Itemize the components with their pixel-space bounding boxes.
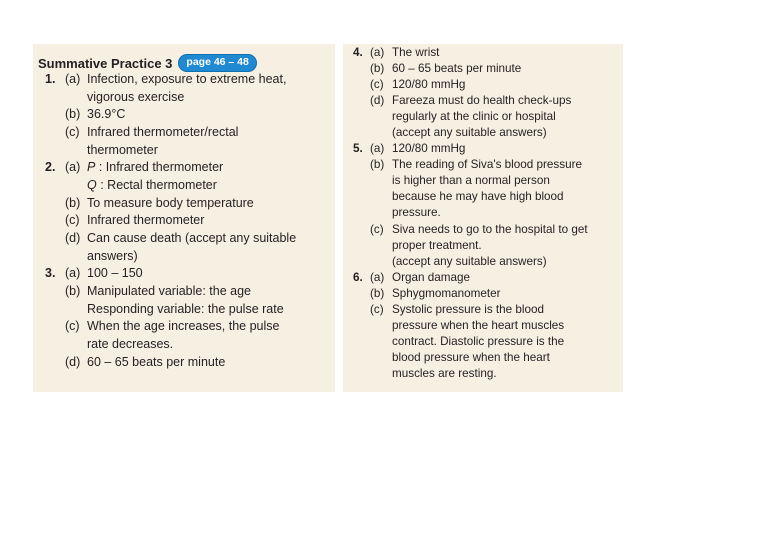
answer-text: muscles are resting. [392,367,497,380]
answer-text: 60 – 65 beats per minute [392,62,522,75]
part-label: (c) [65,319,80,333]
part-label: (b) [370,287,385,300]
part-label: (b) [370,62,385,75]
answer-text: blood pressure when the heart [392,351,550,364]
answer-text: Manipulated variable: the age [87,284,252,298]
answer-text: The wrist [392,46,440,59]
answer-text: To measure body temperature [87,196,254,210]
part-label: (d) [65,355,81,369]
answer-text: proper treatment. [392,239,482,252]
answer-text: Infrared thermometer [87,213,205,227]
answer-text: Systolic pressure is the blood [392,303,545,316]
part-label: (a) [65,72,81,86]
part-label: (a) [370,271,385,284]
section-heading [38,54,257,72]
part-label: (a) [65,266,81,280]
answer-text: 100 – 150 [87,266,143,280]
answer-text: Infection, exposure to extreme heat, [87,72,287,86]
answer-text [87,177,217,195]
answer-text: answers) [87,249,138,263]
question-number-3: 3. [45,266,56,280]
answer-text: vigorous exercise [87,90,185,104]
question-number-2: 2. [45,160,56,174]
answer-text: Responding variable: the pulse rate [87,302,284,316]
answer-text: Organ damage [392,271,470,284]
answer-text: Sphygmomanometer [392,287,501,300]
question-number-1: 1. [45,72,56,86]
part-label: (a) [370,142,385,155]
part-label: (c) [370,78,384,91]
part-label: (d) [370,94,385,107]
question-number-6: 6. [353,271,363,284]
part-label: (c) [65,125,80,139]
answer-text: When the age increases, the pulse [87,319,280,333]
answer-text [87,159,223,177]
section-title: Summative Practice 3 [38,55,173,71]
answer-panel-left [33,44,335,392]
part-label: (b) [65,107,81,121]
answer-text: (accept any suitable answers) [392,126,547,139]
part-label: (a) [370,46,385,59]
label-q: Q [87,178,97,192]
part-label: (d) [65,231,81,245]
part-label: (b) [65,196,81,210]
label-p-text: : Infrared thermometer [98,160,224,174]
answer-text: Fareeza must do health check-ups [392,94,572,107]
part-label: (b) [370,158,385,171]
answer-text: 120/80 mmHg [392,78,466,91]
part-label: (c) [370,303,384,316]
answer-text: Infrared thermometer/rectal [87,125,239,139]
answer-text: pressure when the heart muscles [392,319,565,332]
answer-text: thermometer [87,143,158,157]
answer-text: 36.9°C [87,107,126,121]
part-label: (b) [65,284,81,298]
answer-text: because he may have high blood [392,190,564,203]
answer-text: is higher than a normal person [392,174,550,187]
part-label: (c) [65,213,80,227]
answer-text: rate decreases. [87,337,174,351]
answer-text: Can cause death (accept any suitable [87,231,297,245]
answer-text: Siva needs to go to the hospital to get [392,223,588,236]
answer-text: pressure. [392,206,441,219]
answer-text: regularly at the clinic or hospital [392,110,556,123]
part-label: (c) [370,223,384,236]
page-reference-badge: page 46 – 48 [178,54,256,72]
part-label: (a) [65,160,81,174]
question-number-4: 4. [353,46,363,59]
answer-text: 60 – 65 beats per minute [87,355,226,369]
label-q-text: : Rectal thermometer [100,178,217,192]
answer-panel-right [343,44,623,392]
answer-text: The reading of Siva's blood pressure [392,158,582,171]
label-p: P [87,160,96,174]
answer-text: 120/80 mmHg [392,142,466,155]
question-number-5: 5. [353,142,363,155]
answer-text: (accept any suitable answers) [392,255,547,268]
answer-text: contract. Diastolic pressure is the [392,335,565,348]
